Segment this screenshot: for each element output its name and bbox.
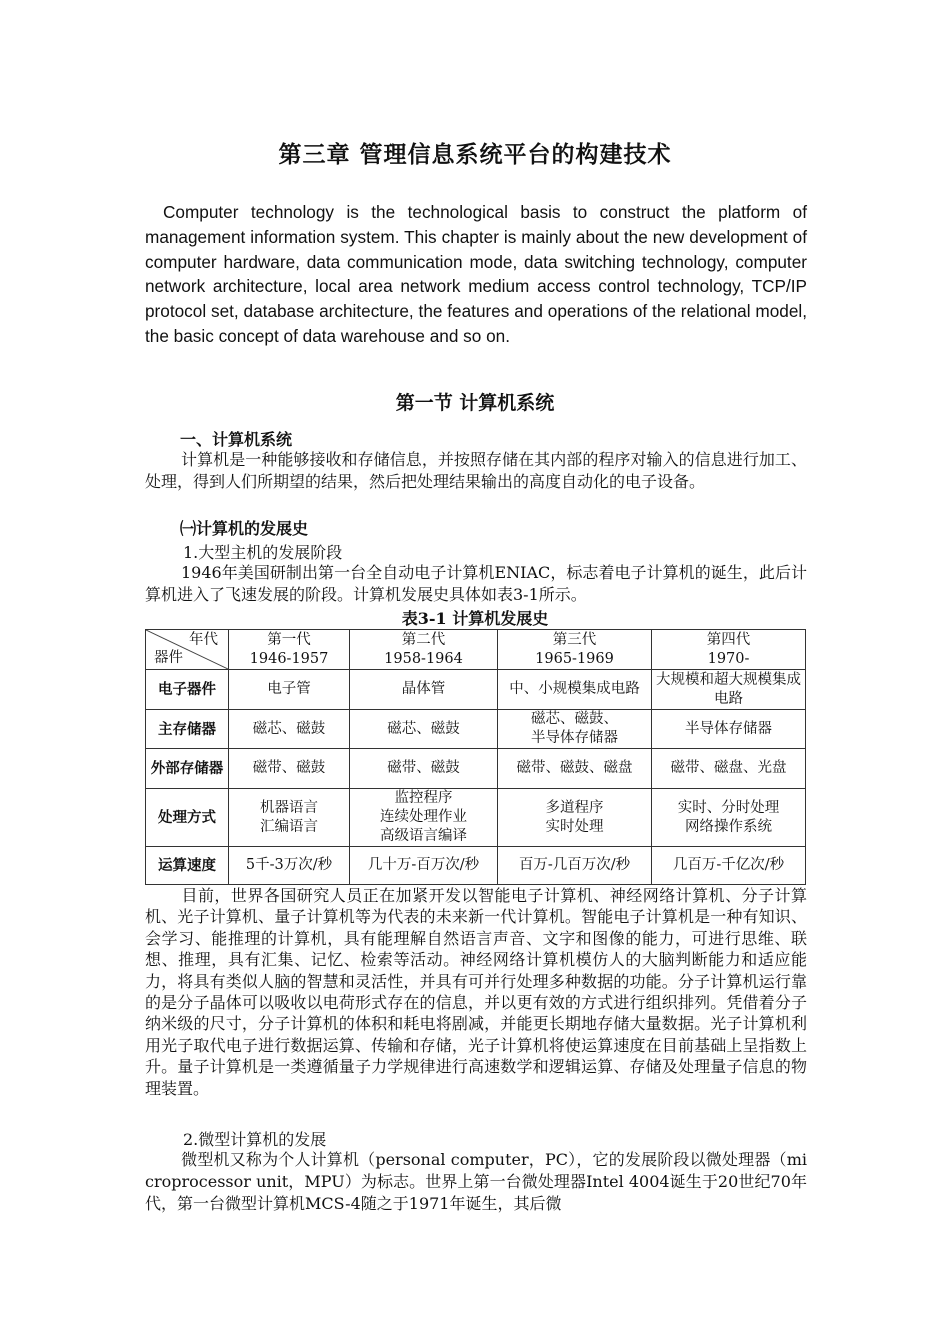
header-generation-4 — [652, 630, 806, 670]
table-row-external-storage — [146, 749, 806, 789]
header-generation-2 — [350, 630, 498, 670]
row-label: 处理方式 — [146, 789, 229, 847]
paragraph-eniac-text: 1946年美国研制出第一台全自动电子计算机ENIAC，标志着电子计算机的诞生，此后计算机进入了飞速发展的阶段。计算机发展史具体如表3-1所示。 — [145, 563, 807, 604]
table-cell: 磁带、磁鼓 — [229, 749, 350, 789]
row-label: 电子器件 — [146, 670, 229, 710]
heading-mainframe: 1.大型主机的发展阶段 — [183, 543, 343, 562]
table-header-row — [146, 630, 806, 670]
table-cell: 实时、分时处理 网络操作系统 — [652, 789, 806, 847]
table-cell: 几百万-千亿次/秒 — [652, 847, 806, 885]
heading-computer-system: 一、计算机系统 — [180, 430, 293, 449]
row-label: 外部存储器 — [146, 749, 229, 789]
generation-years: 1958-1964 — [384, 650, 463, 667]
table-cell: 磁带、磁盘、光盘 — [652, 749, 806, 789]
table-cell: 中、小规模集成电路 — [498, 670, 652, 710]
header-generation-1 — [229, 630, 350, 670]
table-cell: 多道程序 实时处理 — [498, 789, 652, 847]
paragraph-eniac — [145, 562, 807, 606]
paragraph-definition-text: 计算机是一种能够接收和存储信息，并按照存储在其内部的程序对输入的信息进行加工、处理，得到人们所期望的结果，然后把处理结果输出的高度自动化的电子设备。 — [145, 450, 807, 491]
paragraph-future-computers — [145, 885, 807, 1099]
generation-name: 第三代 — [552, 631, 597, 648]
heading-microcomputer: 2.微型计算机的发展 — [183, 1130, 327, 1149]
generation-name: 第一代 — [267, 631, 311, 648]
corner-top-label: 年代 — [189, 632, 218, 648]
table-row-main-memory — [146, 710, 806, 749]
heading-history: ㈠计算机的发展史 — [180, 519, 309, 538]
table-cell: 几十万-百万次/秒 — [350, 847, 498, 885]
table-cell: 监控程序 连续处理作业 高级语言编译 — [350, 789, 498, 847]
row-label: 运算速度 — [146, 847, 229, 885]
generation-name: 第四代 — [706, 631, 751, 648]
table-row-computing-speed — [146, 847, 806, 885]
generation-years: 1946-1957 — [249, 650, 329, 667]
table-cell: 5千-3万次/秒 — [229, 847, 350, 885]
paragraph-microcomputer — [145, 1149, 807, 1215]
table-cell: 大规模和超大规模集成电路 — [652, 670, 806, 710]
generation-name: 第二代 — [401, 631, 446, 648]
table-cell: 半导体存储器 — [652, 710, 806, 749]
table-cell: 晶体管 — [350, 670, 498, 710]
table-row-electronic-devices — [146, 670, 806, 710]
table-cell: 磁带、磁鼓 — [350, 749, 498, 789]
abstract-text: Computer technology is the technological basis to construct the platform of management information system. This chapter is mainly about the new development of computer hardware, data communication mode, data switching technology, computer network architecture, local area network medium access control technology, TCP/IP protocol set, database architecture, the features and operations of the relational model, the basic concept of data warehouse and so on. — [145, 202, 807, 346]
generation-years: 1965-1969 — [535, 650, 614, 667]
paragraph-definition — [145, 449, 807, 493]
corner-bottom-label: 器件 — [154, 650, 183, 666]
table-cell: 磁芯、磁鼓 — [229, 710, 350, 749]
table-row-processing-mode — [146, 789, 806, 847]
header-generation-3 — [498, 630, 652, 670]
table-corner-cell — [146, 630, 229, 670]
table-cell: 百万-几百万次/秒 — [498, 847, 652, 885]
english-abstract — [145, 200, 807, 349]
table-cell: 电子管 — [229, 670, 350, 710]
generation-years: 1970- — [707, 650, 750, 667]
table-cell: 磁芯、磁鼓、 半导体存储器 — [498, 710, 652, 749]
paragraph-future-computers-text: 目前，世界各国研究人员正在加紧开发以智能电子计算机、神经网络计算机、分子计算机、光子计算机、量子计算机等为代表的未来新一代计算机。智能电子计算机是一种有知识、会学习、能推理的计算机，具有能理解自然语言声音、文字和图像的能力，可进行思维、联想、推理，具有汇集、记忆、检索等活动。神经网络计算机模仿人的大脑判断能力和适应能力，将具有类似人脑的智慧和灵活性，并具有可并行处理多种数据的功能。分子计算机运行靠的是分子晶体可以吸收以电荷形式存在的信息，并以更有效的方式进行组织排列。凭借着分子纳米级的尺寸，分子计算机的体积和耗电将剧减，并能更长期地存储大量数据。光子计算机利用光子取代电子进行数据运算、传输和存储，光子计算机将使运算速度在目前基础上呈指数上升。量子计算机是一类遵循量子力学规律进行高速数学和逻辑运算、存储及处理量子信息的物理装置。 — [145, 886, 807, 1098]
section-title: 第一节 计算机系统 — [395, 392, 555, 414]
chapter-title: 第三章 管理信息系统平台的构建技术 — [278, 141, 672, 168]
table-cell: 磁芯、磁鼓 — [350, 710, 498, 749]
table-caption: 表3-1 计算机发展史 — [401, 609, 549, 628]
table-cell: 磁带、磁鼓、磁盘 — [498, 749, 652, 789]
computer-history-table — [145, 629, 806, 885]
paragraph-microcomputer-text: 微型机又称为个人计算机（personal computer，PC），它的发展阶段以微处理器（microprocessor unit，MPU）为标志。世界上第一台微处理器Intel 4004诞生于20世纪70年代，第一台微型计算机MCS-4随之于1971年诞生，其后微 — [145, 1150, 807, 1213]
row-label: 主存储器 — [146, 710, 229, 749]
table-cell: 机器语言 汇编语言 — [229, 789, 350, 847]
